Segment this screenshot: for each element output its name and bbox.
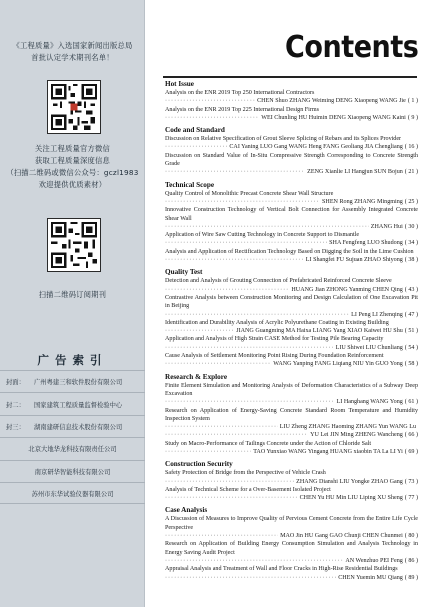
promo-line: 首批认定学术期刊名单！	[31, 53, 114, 62]
article-meta	[165, 311, 418, 319]
section-heading: Technical Scope	[165, 180, 215, 189]
article-page: ( 9 )	[407, 114, 418, 121]
article-title: Discussion on Standard Value of In-Situ Compressive Strength Corresponding to Concrete Strength Grade	[165, 152, 418, 168]
toc-entry[interactable]	[165, 319, 418, 336]
article-page: ( 21 )	[404, 169, 418, 176]
article-authors: CHEN Yuemin MU Qiang	[338, 574, 403, 581]
section-heading: Case Analysis	[165, 506, 208, 515]
article-title: Safety Protection of Bridge from the Perspective of Vehicle Crash	[165, 470, 326, 477]
promo-line: 《工程质量》入选国家新闻出版总局	[12, 41, 133, 50]
dot-leader	[165, 198, 320, 206]
ad-index-list	[0, 370, 145, 504]
ad-row	[0, 482, 145, 504]
masthead-divider	[163, 76, 417, 78]
article-authors: YU Lei JIN Ming ZHENG Wancheng	[310, 432, 403, 439]
article-title: Study on Macro-Performance of Tailings Concrete under the Action of Chloride Salt	[165, 440, 372, 447]
dot-leader	[165, 478, 294, 486]
article-authors: TAO Yunxiao WANG Yingang HUANG xiaobin TA La LI Yi	[253, 448, 403, 455]
article-meta	[165, 448, 418, 456]
article-authors: SHA Fengfeng LUO Shudong	[329, 240, 403, 247]
article-page: ( 34 )	[404, 240, 418, 247]
toc-entry[interactable]	[165, 135, 418, 152]
article-page: ( 86 )	[404, 557, 418, 564]
toc-entry[interactable]	[165, 248, 418, 265]
article-page: ( 80 )	[404, 533, 418, 540]
ad-page: 封三：	[6, 423, 25, 431]
article-meta	[165, 256, 418, 264]
dot-leader	[165, 286, 289, 294]
article-page: ( 43 )	[404, 286, 418, 293]
article-meta	[165, 557, 418, 565]
article-page: ( 61 )	[404, 399, 418, 406]
ad-name: 苏州市东华试验仪器有限公司	[31, 490, 114, 498]
toc-entry[interactable]	[165, 486, 418, 503]
dot-leader	[165, 256, 304, 264]
article-authors: LI Shangfei FU Sujuan ZHAO Shiyong	[305, 257, 403, 264]
ad-index-heading: 广告索引	[37, 353, 108, 367]
ad-row	[0, 415, 145, 437]
article-meta	[165, 431, 418, 439]
article-title: Analysis on the ENR 2019 Top 225 International Design Firms	[165, 106, 319, 113]
article-page: ( 73 )	[404, 478, 418, 485]
ad-row	[0, 392, 145, 414]
section-heading: Code and Standard	[165, 126, 225, 135]
dot-leader	[165, 532, 278, 540]
article-page: ( 89 )	[404, 574, 418, 581]
article-meta	[165, 478, 418, 486]
article-meta	[165, 574, 418, 582]
article-authors: HUANG Jian ZHONG Yanming CHEN Qing	[291, 286, 403, 293]
toc-entry[interactable]	[165, 469, 418, 486]
journal-promo	[6, 40, 139, 64]
article-title: Detection and Analysis of Grouting Connection of Prefabricated Reinforced Concrete Sleeve	[165, 278, 392, 285]
article-title: Research on Application of Energy-Saving Concrete Standard Room Temperature and Humidity Inspection System	[165, 407, 418, 422]
toc-entry[interactable]	[165, 294, 418, 319]
article-page: ( 58 )	[404, 361, 418, 368]
article-title: Application and Analysis of High Strain CASE Method for Testing Pile Bearing Capacity	[165, 336, 384, 343]
toc-entry[interactable]	[165, 190, 418, 207]
follow-line: 关注工程质量官方微信	[35, 144, 110, 153]
toc-entry[interactable]	[165, 515, 418, 540]
toc-entry[interactable]	[165, 565, 418, 582]
dot-leader	[165, 398, 335, 406]
article-meta	[165, 360, 418, 368]
article-title: Appraisal Analysis and Treatment of Wall and Floor Cracks in High-Rise Residential Buildings	[165, 566, 398, 573]
section-heading: Hot Issue	[165, 80, 194, 88]
toc-entry[interactable]	[165, 106, 418, 123]
ad-name: 北京大地华龙科技有限责任公司	[28, 446, 117, 454]
dot-leader	[165, 494, 298, 502]
ad-name: 湖南建研信息技术股份有限公司	[34, 423, 123, 431]
article-meta	[165, 494, 418, 502]
wechat-qr-code	[47, 80, 101, 134]
wechat-follow-text	[6, 143, 139, 191]
article-title: Analysis on the ENR 2019 Top 250 International Contractors	[165, 90, 315, 96]
follow-line: （扫描二维码或微信公众号：gczl1983	[6, 168, 139, 177]
article-authors: LIU Shiwei LIU Chunliang	[335, 344, 403, 351]
section-heading: Construction Security	[165, 460, 233, 469]
article-authors: CHEN Shuo ZHANG Weiming DENG Xiaopeng WANG Jie	[257, 98, 406, 105]
toc-entry[interactable]	[165, 206, 418, 231]
toc-entry[interactable]	[165, 89, 418, 106]
dot-leader	[165, 311, 349, 319]
article-meta	[165, 286, 418, 294]
article-title: Quality Control of Monolithic Precast Concrete Shear Wall Structure	[165, 190, 334, 197]
contents-title: Contents	[285, 30, 419, 65]
article-authors: ZHANG Hui	[370, 223, 403, 230]
sidebar	[0, 0, 145, 607]
article-authors: LIU Zheng ZHANG Haoming ZHANG Yun WANG Lu	[279, 424, 416, 431]
ad-page: 封二：	[6, 401, 25, 409]
article-title: Finite Element Simulation and Monitoring Analysis of Deformation Characteristics of a Subway Deep Excavation	[165, 382, 418, 397]
article-title: Research on Application of Building Energy Consumption Simulation and Analysis Technology in Energy Saving Audit Project	[165, 541, 418, 556]
article-page: ( 16 )	[404, 144, 418, 151]
article-page: ( 47 )	[404, 311, 418, 318]
article-title: Contrastive Analysis between Construction Monitoring and Design Calculation of One Excavation Pit in Beijing	[165, 294, 418, 310]
dot-leader	[165, 239, 327, 247]
article-meta	[165, 114, 418, 122]
ad-page: 封面：	[6, 379, 25, 387]
subscribe-caption: 扫描二维码订阅期刊	[38, 290, 107, 299]
dot-leader	[165, 423, 278, 431]
article-meta	[165, 344, 418, 352]
article-title: A Discussion of Measures to Improve Quality of Pervious Cement Concrete from the Entire Life Cycle Perspective	[165, 516, 418, 531]
article-authors: CHEN Yu HU Min LIU Liping XU Sheng	[299, 495, 403, 502]
dot-leader	[165, 574, 336, 582]
ad-row	[0, 460, 145, 482]
follow-line: 欢迎提供优质素材）	[38, 180, 107, 189]
dot-leader	[165, 143, 227, 151]
dot-leader	[165, 344, 334, 352]
toc-entry[interactable]	[165, 277, 418, 294]
article-title: Application of Wire Saw Cutting Technology in Concrete Support to Dismantle	[165, 232, 360, 239]
dot-leader	[165, 223, 369, 231]
article-title: Identification and Durability Analysis of Acrylic Polyurethane Coating in Existing Building	[165, 319, 389, 326]
article-meta	[165, 143, 418, 151]
toc-entry[interactable]	[165, 407, 418, 432]
article-meta	[165, 198, 418, 206]
article-meta	[165, 239, 418, 247]
article-title: Cause Analysis of Settlement Monitoring Point Rising During Foundation Reinforcement	[165, 353, 384, 360]
toc-entry[interactable]	[165, 152, 418, 177]
article-authors: CAI Yaning LUO Gang WANG Heng FANG Geoliang JIA Chengliang	[229, 144, 403, 151]
toc-entry[interactable]	[165, 440, 418, 457]
article-authors: ZENG Xianlie LI Hangjun SUN Bojun	[307, 169, 403, 176]
article-title: Analysis of Technical Scheme for a Over-Basement Isolated Project	[165, 486, 331, 493]
toc-entry[interactable]	[165, 382, 418, 407]
article-authors: WANG Yanping FANG Liqiang NIU Yin GUO Yong	[273, 361, 403, 368]
article-page: ( 77 )	[404, 495, 418, 502]
article-title: Discussion on Relative Specification of Grout Sleeve Splicing of Rebars and its Splices Provider	[165, 136, 402, 143]
dot-leader	[165, 448, 251, 456]
ad-name: 南京研华智能科技有限公司	[34, 468, 111, 476]
article-page: ( 25 )	[404, 198, 418, 205]
article-authors: AN Wenzhuo PEI Feng	[345, 557, 403, 564]
article-meta	[165, 327, 418, 335]
article-title: Innovative Construction Technology of Vertical Bolt Connection for Assembly Integrated Concrete Shear Wall	[165, 207, 418, 222]
section-heading: Research & Explore	[165, 372, 228, 381]
contents-list	[165, 80, 418, 582]
article-page: ( 69 )	[404, 448, 418, 455]
toc-entry[interactable]	[165, 431, 418, 439]
article-authors: JIANG Guangming MA Haixa LIANG Yang XIAO Kaiwei HU Shu	[236, 328, 403, 335]
article-page: ( 51 )	[404, 328, 418, 335]
dot-leader	[165, 557, 343, 565]
article-meta	[165, 423, 418, 431]
article-title: Analysis and Application of Rectification Technology Based on Digging the Soil in the Lime Cushion	[165, 248, 414, 255]
article-page: ( 38 )	[404, 257, 418, 264]
subscribe-qr-code	[47, 218, 101, 272]
article-meta	[165, 532, 418, 540]
dot-leader	[165, 97, 255, 105]
dot-leader	[165, 168, 305, 176]
article-meta	[165, 168, 418, 176]
dot-leader	[165, 360, 271, 368]
article-page: ( 30 )	[404, 223, 418, 230]
ad-row	[0, 370, 145, 392]
article-meta	[165, 398, 418, 406]
dot-leader	[165, 114, 259, 122]
article-authors: MAO Jin HU Gang GAO Chunji CHEN Chunmei	[280, 533, 403, 540]
article-meta	[165, 97, 418, 105]
dot-leader	[165, 431, 308, 439]
ad-name: 广州粤建三和软件股份有限公司	[34, 379, 123, 387]
article-meta	[165, 223, 418, 231]
article-page: ( 1 )	[407, 98, 418, 105]
article-authors: LI Hanghang WANG Yong	[336, 399, 403, 406]
toc-entry[interactable]	[165, 231, 418, 248]
ad-row	[0, 437, 145, 459]
article-page: ( 54 )	[404, 344, 418, 351]
toc-entry[interactable]	[165, 352, 418, 369]
section-heading: Quality Test	[165, 268, 203, 277]
follow-line: 获取工程质量深度信息	[35, 156, 110, 165]
article-authors: LI Peng LI Zhenqing	[351, 311, 403, 318]
dot-leader	[165, 327, 234, 335]
article-authors: ZHANG Dianshi LIU Yongke ZHAO Gang	[296, 478, 403, 485]
article-authors: SHEN Rong ZHANG Mingming	[322, 198, 403, 205]
toc-entry[interactable]	[165, 540, 418, 565]
article-page: ( 66 )	[404, 432, 418, 439]
toc-entry[interactable]	[165, 335, 418, 352]
ad-name: 国家建筑工程质量监督检验中心	[34, 401, 123, 409]
article-authors: WEI Chunling HU Huimin DENG Xiaopeng WANG Kaini	[261, 114, 406, 121]
